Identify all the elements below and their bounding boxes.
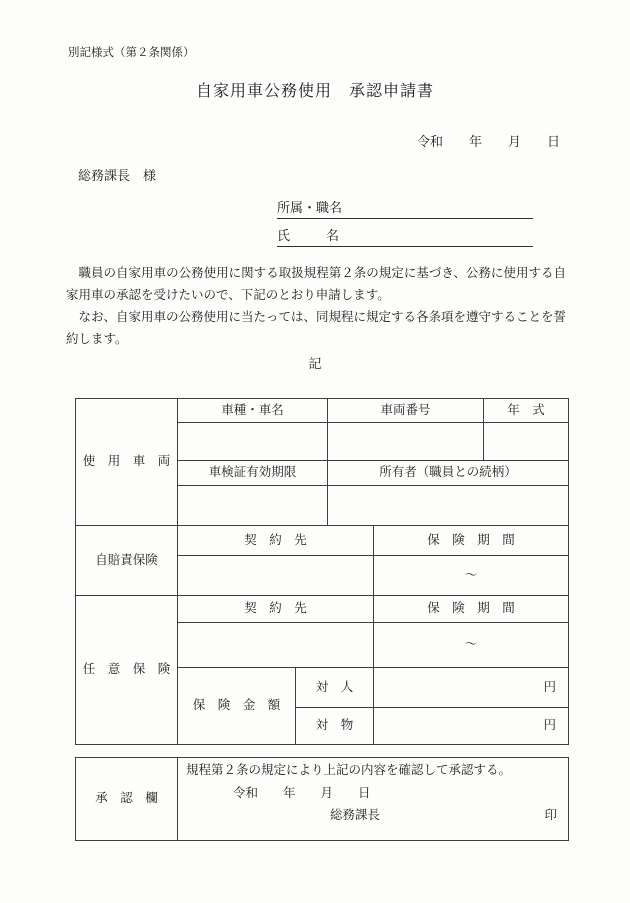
compulsory-contract-header: 契 約 先 (178, 526, 374, 556)
approval-table (75, 757, 569, 841)
approval-content-cell[interactable] (178, 758, 569, 841)
per-person-amount-input-cell[interactable]: 円 (374, 668, 569, 708)
body-paragraph-1: 職員の自家用車の公務使用に関する取扱規程第２条の規定に基づき、公務に使用する自家用車の承認を受けたいので、下記のとおり申請します。 (66, 266, 566, 302)
name-label-first: 氏 (277, 228, 291, 243)
vehicle-insurance-table (75, 398, 569, 745)
name-field-label (277, 227, 339, 245)
insurance-amount-label: 保 険 金 額 (178, 668, 296, 745)
seal-mark: 印 (544, 808, 557, 823)
approver-title: 総務課長 (330, 808, 381, 823)
section-label-compulsory-insurance: 自賠責保険 (76, 526, 178, 596)
compulsory-period-input-cell[interactable]: ～ (374, 556, 569, 596)
compulsory-contract-input-cell[interactable] (178, 556, 374, 596)
optional-period-input-cell[interactable]: ～ (374, 623, 569, 668)
vehicle-year-header: 年 式 (484, 399, 569, 423)
per-person-label: 対 人 (296, 668, 374, 708)
affiliation-field[interactable] (277, 199, 533, 219)
section-label-vehicle: 使 用 車 両 (76, 399, 178, 526)
body-text (66, 262, 566, 350)
owner-header: 所有者（職員との続柄） (328, 461, 569, 486)
optional-contract-input-cell[interactable] (178, 623, 374, 668)
page-title: 自家用車公務使用 承認申請書 (195, 83, 434, 100)
inspection-expiry-input-cell[interactable] (178, 486, 328, 526)
form-code: 別記様式（第２条関係） (68, 47, 195, 59)
body-paragraph-2: なお、自家用車の公務使用に当たっては、同規程に規定する各条項を遵守することを誓約します。 (66, 310, 567, 346)
vehicle-model-input-cell[interactable] (178, 423, 328, 461)
vehicle-number-input-cell[interactable] (328, 423, 484, 461)
vehicle-year-input-cell[interactable] (484, 423, 569, 461)
owner-input-cell[interactable] (328, 486, 569, 526)
optional-period-header: 保 険 期 間 (374, 596, 569, 623)
compulsory-period-header: 保 険 期 間 (374, 526, 569, 556)
approval-signature-line (178, 801, 568, 824)
section-label-optional-insurance: 任 意 保 険 (76, 596, 178, 745)
per-property-amount-input-cell[interactable]: 円 (374, 708, 569, 745)
inspection-expiry-header: 車検証有効期限 (178, 461, 328, 486)
addressee: 総務課長 様 (78, 168, 157, 183)
per-property-label: 対 物 (296, 708, 374, 745)
approval-date-line: 令和 年 月 日 (233, 785, 371, 800)
application-date-line: 令和 年 月 日 (416, 134, 560, 149)
approval-statement: 規程第２条の規定により上記の内容を確認して承認する。 (186, 763, 512, 777)
name-field[interactable] (277, 227, 533, 247)
vehicle-model-header: 車種・車名 (178, 399, 328, 423)
section-label-approval: 承 認 欄 (76, 758, 178, 841)
optional-contract-header: 契 約 先 (178, 596, 374, 623)
affiliation-field-label: 所属・職名 (277, 200, 343, 215)
vehicle-number-header: 車両番号 (328, 399, 484, 423)
name-label-last: 名 (325, 228, 339, 243)
notation-ki: 記 (308, 356, 322, 371)
